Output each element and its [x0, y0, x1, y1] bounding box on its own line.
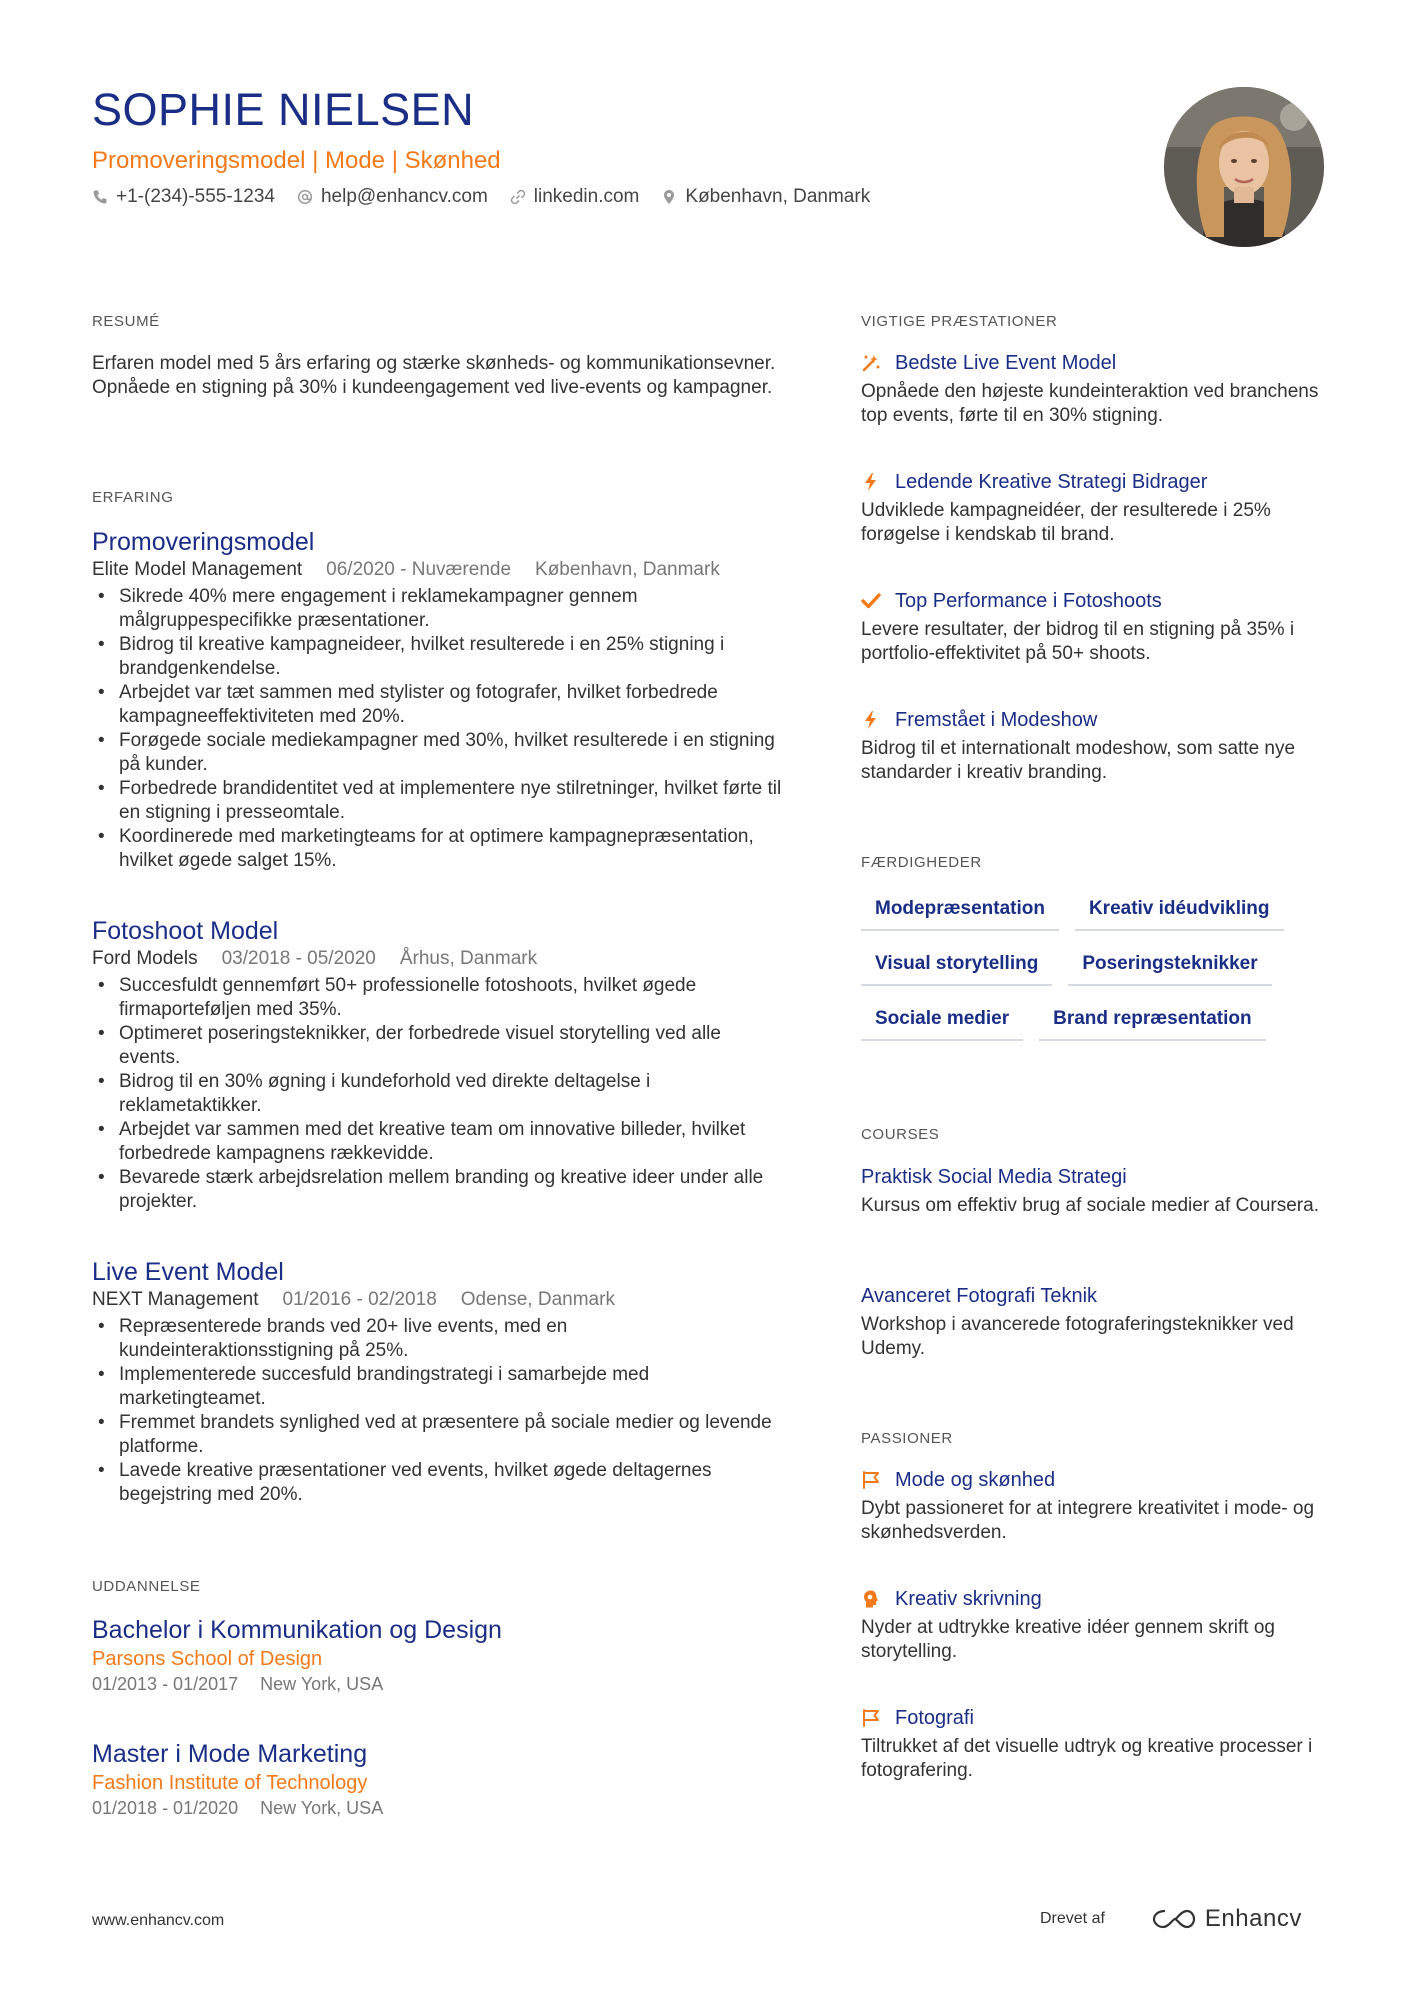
job-location: København, Danmark [535, 559, 720, 580]
course-title: Avanceret Fotografi Teknik [861, 1285, 1098, 1307]
education-entry [92, 1614, 792, 1696]
achievement-item [861, 707, 1331, 785]
job-title: Fotoshoot Model [92, 917, 279, 945]
flag-icon [861, 1708, 881, 1728]
summary-heading: RESUMÉ [92, 313, 160, 330]
job-bullet: • Repræsenterede brands ved 20+ live events, med en kundeinteraktionsstigning på 25%. [92, 1315, 782, 1363]
job-bullet: • Optimeret poseringsteknikker, der forbedrede visuel storytelling ved alle events. [92, 1022, 782, 1070]
achievement-item [861, 588, 1331, 666]
course-item [861, 1283, 1331, 1361]
contact-linkedin[interactable] [510, 186, 640, 208]
job-title: Live Event Model [92, 1258, 284, 1286]
powered-by-label: Drevet af [1040, 1910, 1105, 1927]
job-entry [92, 916, 802, 1214]
passion-desc: Dybt passioneret for at integrere kreativitet i mode- og skønhedsverden. [861, 1498, 1315, 1543]
job-title: Promoveringsmodel [92, 528, 315, 556]
skill-tag: Brand repræsentation [1039, 1000, 1265, 1041]
candidate-name: SOPHIE NIELSEN [92, 84, 475, 135]
summary-text: Erfaren model med 5 års erfaring og stærke skønheds- og kommunikationsevner. Opnåede en stigning på 30% i kundeengagement ved live-events og kampagner. [92, 353, 776, 398]
job-dates: 06/2020 - Nuværende [326, 559, 512, 580]
checkmark-icon [861, 591, 881, 611]
skill-tag: Poseringsteknikker [1068, 945, 1271, 986]
achievement-desc: Opnåede den højeste kundeinteraktion ved branchens top events, førte til en 30% stigning. [861, 381, 1319, 426]
job-company: NEXT Management [92, 1289, 259, 1310]
education-location: New York, USA [260, 1674, 384, 1694]
email-text: help@enhancv.com [320, 186, 488, 207]
job-company: Ford Models [92, 948, 198, 969]
passion-title: Kreativ skrivning [895, 1588, 1042, 1610]
flag-icon [861, 1470, 881, 1490]
achievements-heading: VIGTIGE PRÆSTATIONER [861, 313, 1058, 330]
job-dates: 01/2016 - 02/2018 [282, 1289, 437, 1310]
course-item [861, 1164, 1331, 1218]
enhancv-logo[interactable] [1151, 1905, 1302, 1933]
contact-phone[interactable] [92, 186, 275, 208]
lightning-icon [861, 472, 881, 492]
education-heading: UDDANNELSE [92, 1578, 201, 1595]
passion-desc: Tiltrukket af det visuelle udtryk og kreative processer i fotografering. [861, 1736, 1313, 1781]
education-location: New York, USA [260, 1798, 384, 1818]
job-bullet: • Implementerede succesfuld brandingstrategi i samarbejde med marketingteamet. [92, 1363, 782, 1411]
job-bullet: • Koordinerede med marketingteams for at optimere kampagnepræsentation, hvilket øgede salget 15%. [92, 825, 792, 873]
job-bullet: • Bidrog til en 30% øgning i kundeforhold ved direkte deltagelse i reklametaktikker. [92, 1070, 782, 1118]
achievement-title: Bedste Live Event Model [895, 352, 1117, 374]
location-pin-icon [661, 189, 677, 205]
achievement-title: Top Performance i Fotoshoots [895, 590, 1162, 612]
education-school: Fashion Institute of Technology [92, 1772, 368, 1794]
passion-item [861, 1705, 1331, 1783]
education-school: Parsons School of Design [92, 1648, 323, 1670]
job-entry [92, 527, 802, 873]
passions-heading: PASSIONER [861, 1430, 953, 1447]
achievement-desc: Bidrog til et internationalt modeshow, som satte nye standarder i kreativ branding. [861, 738, 1296, 783]
achievement-desc: Levere resultater, der bidrog til en stigning på 35% i portfolio-effektivitet på 50+ shoots. [861, 619, 1295, 664]
job-bullet: • Sikrede 40% mere engagement i reklamekampagner gennem målgruppespecifikke præsentationer. [92, 585, 792, 633]
course-title: Praktisk Social Media Strategi [861, 1166, 1127, 1188]
job-bullet: • Arbejdet var sammen med det kreative team om innovative billeder, hvilket forbedrede kampagnens rækkevidde. [92, 1118, 782, 1166]
job-bullet: • Bidrog til kreative kampagneideer, hvilket resulterede i en 25% stigning i brandgenkendelse. [92, 633, 792, 681]
skill-tag: Sociale medier [861, 1000, 1023, 1041]
phone-icon [92, 189, 108, 205]
phone-text: +1-(234)-555-1234 [116, 186, 275, 207]
skills-list [861, 890, 1341, 1055]
job-company: Elite Model Management [92, 559, 303, 580]
job-dates: 03/2018 - 05/2020 [221, 948, 376, 969]
skill-tag: Visual storytelling [861, 945, 1052, 986]
passion-title: Mode og skønhed [895, 1469, 1056, 1491]
passion-item [861, 1467, 1331, 1545]
job-bullet: • Bevarede stærk arbejdsrelation mellem branding og kreative ideer under alle projekter. [92, 1166, 782, 1214]
brand-name: Enhancv [1204, 1905, 1302, 1932]
passion-title: Fotografi [895, 1707, 974, 1729]
achievement-desc: Udviklede kampagneidéer, der resulterede i 25% forøgelse i kendskab til brand. [861, 500, 1271, 545]
contact-location [661, 186, 870, 208]
job-location: Århus, Danmark [399, 948, 538, 969]
link-icon [510, 189, 526, 205]
avatar [1164, 87, 1324, 247]
education-degree: Master i Mode Marketing [92, 1740, 368, 1768]
linkedin-text: linkedin.com [533, 186, 640, 207]
contact-email[interactable] [297, 186, 488, 208]
achievement-item [861, 469, 1331, 547]
footer-branding [1040, 1905, 1302, 1933]
education-degree: Bachelor i Kommunikation og Design [92, 1616, 502, 1644]
job-bullet: • Forbedrede brandidentitet ved at implementere nye stilretninger, hvilket førte til en stigning i presseomtale. [92, 777, 792, 825]
skills-heading: FÆRDIGHEDER [861, 854, 982, 871]
at-icon [297, 189, 313, 205]
job-bullet: • Forøgede sociale mediekampagner med 30%, hvilket resulterede i en stigning på kunder. [92, 729, 792, 777]
job-bullet: • Lavede kreative præsentationer ved events, hvilket øgede deltagernes begejstring med 20%. [92, 1459, 782, 1507]
job-bullet: • Succesfuldt gennemført 50+ professionelle fotoshoots, hvilket øgede firmaporteføljen med 35%. [92, 974, 782, 1022]
footer-website[interactable]: www.enhancv.com [92, 1912, 225, 1929]
courses-heading: COURSES [861, 1126, 940, 1143]
job-bullet: • Fremmet brandets synlighed ved at præsentere på sociale medier og levende platforme. [92, 1411, 782, 1459]
education-entry [92, 1738, 792, 1820]
head-brain-icon [861, 1589, 881, 1609]
passion-item [861, 1586, 1331, 1664]
experience-heading: ERFARING [92, 489, 174, 506]
achievement-title: Ledende Kreative Strategi Bidrager [895, 471, 1208, 493]
contact-bar [92, 186, 892, 208]
skill-tag: Kreativ idéudvikling [1075, 890, 1284, 931]
job-entry [92, 1257, 802, 1507]
achievement-item [861, 350, 1331, 428]
education-dates: 01/2018 - 01/2020 [92, 1798, 239, 1818]
enhancv-logo-icon [1151, 1907, 1197, 1931]
job-bullet: • Arbejdet var tæt sammen med stylister og fotografer, hvilket forbedrede kampagneeffektiviteten med 20%. [92, 681, 792, 729]
job-location: Odense, Danmark [460, 1289, 615, 1310]
education-dates: 01/2013 - 01/2017 [92, 1674, 239, 1694]
skill-tag: Modepræsentation [861, 890, 1059, 931]
candidate-title: Promoveringsmodel | Mode | Skønhed [92, 147, 501, 174]
passion-desc: Nyder at udtrykke kreative idéer gennem skrift og storytelling. [861, 1617, 1275, 1662]
achievement-title: Fremstået i Modeshow [895, 709, 1098, 731]
magic-wand-icon [861, 353, 881, 373]
location-text: København, Danmark [685, 186, 871, 207]
lightning-icon [861, 710, 881, 730]
course-desc: Kursus om effektiv brug af sociale medier af Coursera. [861, 1195, 1319, 1216]
course-desc: Workshop i avancerede fotograferingsteknikker ved Udemy. [861, 1314, 1294, 1359]
